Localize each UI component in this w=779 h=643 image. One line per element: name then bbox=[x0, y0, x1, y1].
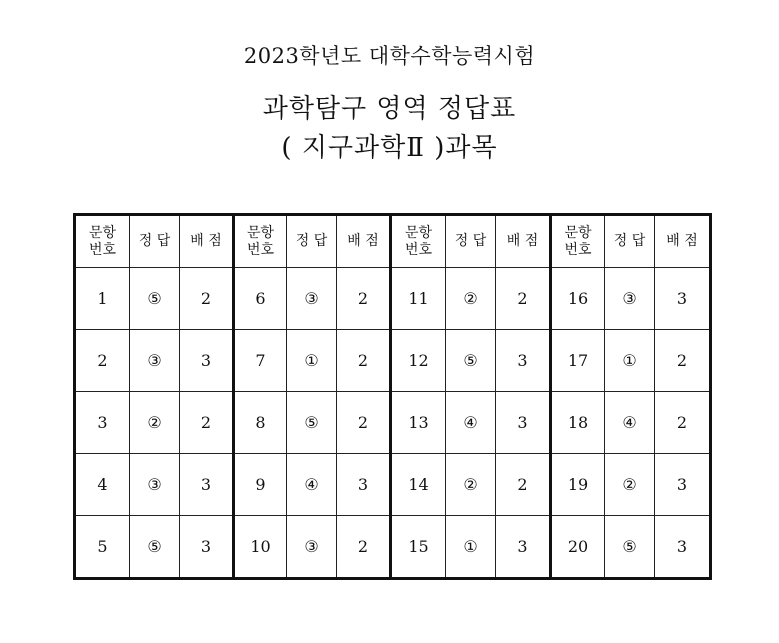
points-cell: 2 bbox=[337, 268, 391, 330]
question-number: 19 bbox=[551, 454, 605, 516]
points-cell: 3 bbox=[496, 516, 551, 579]
points-cell: 2 bbox=[180, 268, 234, 330]
points-cell: 3 bbox=[655, 454, 711, 516]
points-cell: 2 bbox=[180, 392, 234, 454]
answer-sheet-title: 과학탐구 영역 정답표 bbox=[262, 94, 517, 124]
table-row bbox=[75, 330, 711, 392]
answer-cell: ③ bbox=[130, 330, 180, 392]
subject-title: ( 지구과학Ⅱ )과목 bbox=[281, 133, 498, 163]
answer-cell: ① bbox=[287, 330, 337, 392]
exam-year-title: 2023학년도 대학수학능력시험 bbox=[243, 44, 536, 68]
answer-cell: ② bbox=[446, 268, 496, 330]
question-number: 15 bbox=[391, 516, 446, 579]
points-cell: 2 bbox=[337, 392, 391, 454]
question-number: 12 bbox=[391, 330, 446, 392]
answer-cell: ④ bbox=[446, 392, 496, 454]
question-number: 11 bbox=[391, 268, 446, 330]
answer-cell: ⑤ bbox=[446, 330, 496, 392]
question-number: 8 bbox=[234, 392, 287, 454]
header-question-number: 문항 번호 bbox=[551, 215, 605, 268]
answer-cell: ⑤ bbox=[605, 516, 655, 579]
header-answer: 정 답 bbox=[287, 215, 337, 268]
answer-cell: ⑤ bbox=[130, 268, 180, 330]
question-number: 6 bbox=[234, 268, 287, 330]
points-cell: 2 bbox=[337, 516, 391, 579]
header-question-number: 문항 번호 bbox=[391, 215, 446, 268]
header-question-number: 문항 번호 bbox=[234, 215, 287, 268]
points-cell: 3 bbox=[496, 330, 551, 392]
points-cell: 3 bbox=[496, 392, 551, 454]
answer-cell: ② bbox=[130, 392, 180, 454]
points-cell: 2 bbox=[496, 268, 551, 330]
table-row bbox=[75, 392, 711, 454]
question-number: 3 bbox=[75, 392, 130, 454]
answer-cell: ④ bbox=[605, 392, 655, 454]
points-cell: 2 bbox=[337, 330, 391, 392]
points-cell: 2 bbox=[655, 392, 711, 454]
question-number: 16 bbox=[551, 268, 605, 330]
question-number: 9 bbox=[234, 454, 287, 516]
answer-cell: ③ bbox=[287, 268, 337, 330]
question-number: 18 bbox=[551, 392, 605, 454]
points-cell: 3 bbox=[655, 516, 711, 579]
question-number: 1 bbox=[75, 268, 130, 330]
answer-cell: ④ bbox=[287, 454, 337, 516]
answer-cell: ⑤ bbox=[130, 516, 180, 579]
points-cell: 2 bbox=[655, 330, 711, 392]
points-cell: 3 bbox=[180, 516, 234, 579]
table-row bbox=[75, 454, 711, 516]
points-cell: 3 bbox=[337, 454, 391, 516]
table-row bbox=[75, 516, 711, 579]
header-answer: 정 답 bbox=[605, 215, 655, 268]
header-points: 배 점 bbox=[180, 215, 234, 268]
question-number: 4 bbox=[75, 454, 130, 516]
question-number: 2 bbox=[75, 330, 130, 392]
header-question-number: 문항 번호 bbox=[75, 215, 130, 268]
question-number: 5 bbox=[75, 516, 130, 579]
header-points: 배 점 bbox=[337, 215, 391, 268]
answer-table bbox=[73, 213, 712, 580]
question-number: 14 bbox=[391, 454, 446, 516]
answer-cell: ③ bbox=[130, 454, 180, 516]
header-answer: 정 답 bbox=[130, 215, 180, 268]
answer-cell: ② bbox=[605, 454, 655, 516]
answer-cell: ③ bbox=[287, 516, 337, 579]
table-header-row bbox=[75, 215, 711, 268]
points-cell: 2 bbox=[496, 454, 551, 516]
table-row bbox=[75, 268, 711, 330]
points-cell: 3 bbox=[655, 268, 711, 330]
header-points: 배 점 bbox=[655, 215, 711, 268]
answer-cell: ② bbox=[446, 454, 496, 516]
answer-cell: ③ bbox=[605, 268, 655, 330]
points-cell: 3 bbox=[180, 454, 234, 516]
question-number: 20 bbox=[551, 516, 605, 579]
question-number: 7 bbox=[234, 330, 287, 392]
header-answer: 정 답 bbox=[446, 215, 496, 268]
question-number: 17 bbox=[551, 330, 605, 392]
answer-cell: ⑤ bbox=[287, 392, 337, 454]
question-number: 10 bbox=[234, 516, 287, 579]
answer-cell: ① bbox=[446, 516, 496, 579]
header-points: 배 점 bbox=[496, 215, 551, 268]
question-number: 13 bbox=[391, 392, 446, 454]
points-cell: 3 bbox=[180, 330, 234, 392]
answer-cell: ① bbox=[605, 330, 655, 392]
